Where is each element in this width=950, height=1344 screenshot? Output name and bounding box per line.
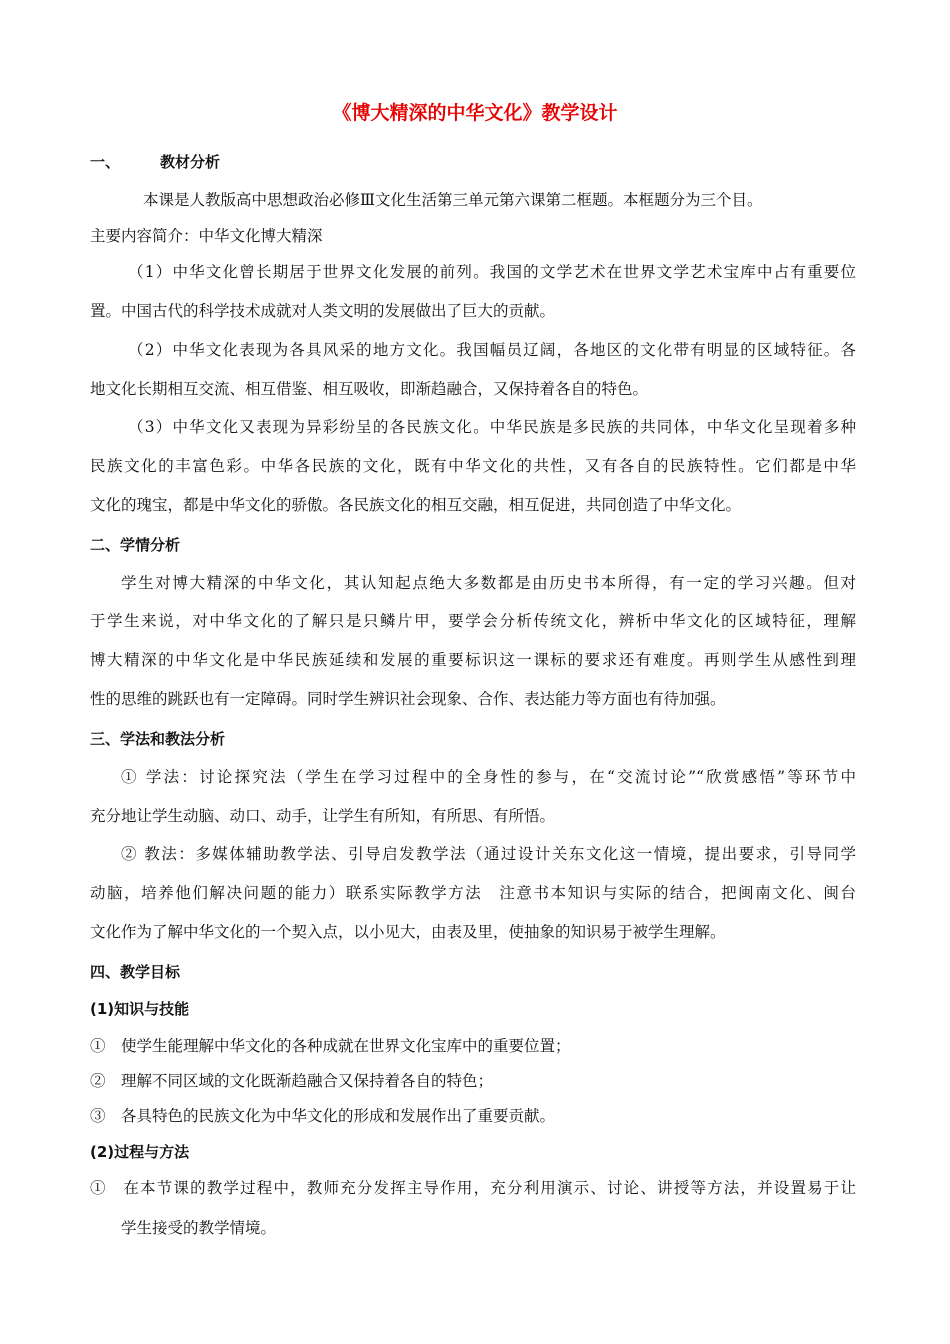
teaching-method-line-1: ② 教法：多媒体辅助教学法、引导启发教学法（通过设计关东文化这一情境，提出要求，引导同学: [121, 845, 856, 863]
paragraph-3-line-2: 民族文化的丰富色彩。中华各民族的文化，既有中华文化的共性，又有各自的民族特性。它们都是中华: [90, 457, 856, 475]
section-2-line-1: 学生对博大精深的中华文化，其认知起点绝大多数都是由历史书本所得，有一定的学习兴趣。但对: [121, 574, 856, 592]
paragraph-3-line-1: （3）中华文化又表现为异彩纷呈的各民族文化。中华民族是多民族的共同体，中华文化呈现着多种: [128, 418, 856, 436]
knowledge-item-2: ② 理解不同区域的文化既渐趋融合又保持着各自的特色；: [90, 1072, 494, 1090]
paragraph-1-line-2: 置。中国古代的科学技术成就对人类文明的发展做出了巨大的贡献。: [90, 302, 556, 320]
learning-method-line-1: ① 学法：讨论探究法（学生在学习过程中的全身性的参与，在“交流讨论”“欣赏感悟”等环节中: [121, 768, 856, 786]
section-2-line-3: 博大精深的中华文化是中华民族延续和发展的重要标识这一课标的要求还有难度。再则学生从感性到理: [90, 651, 856, 669]
subsection-process-method: (2)过程与方法: [90, 1143, 190, 1161]
section-1-number: 一、: [90, 153, 121, 171]
paragraph-2-line-2: 地文化长期相互交流、相互借鉴、相互吸收，即渐趋融合，又保持着各自的特色。: [90, 380, 649, 398]
teaching-method-line-2: 动脑，培养他们解决问题的能力）联系实际教学方法 注意书本知识与实际的结合，把闽南文化、闽台: [90, 884, 856, 902]
teaching-method-line-3: 文化作为了解中华文化的一个契入点，以小见大，由表及里，使抽象的知识易于被学生理解。: [90, 923, 726, 941]
process-item-1-line-2: 学生接受的教学情境。: [121, 1219, 277, 1237]
section-2-line-2: 于学生来说，对中华文化的了解只是只鳞片甲，要学会分析传统文化，辨析中华文化的区域特征，理解: [90, 612, 856, 630]
knowledge-item-1: ① 使学生能理解中华文化的各种成就在世界文化宝库中的重要位置；: [90, 1037, 571, 1055]
section-2-heading: 二、学情分析: [90, 536, 181, 554]
process-item-1-line-1: ① 在本节课的教学过程中，教师充分发挥主导作用，充分利用演示、讨论、讲授等方法，并设置易于让: [90, 1179, 856, 1197]
section-1-intro: 本课是人教版高中思想政治必修Ⅲ文化生活第三单元第六课第二框题。本框题分为三个目。: [143, 191, 763, 209]
section-1-summary: 主要内容简介：中华文化博大精深: [90, 227, 323, 245]
section-2-line-4: 性的思维的跳跃也有一定障碍。同时学生辨识社会现象、合作、表达能力等方面也有待加强。: [90, 690, 726, 708]
subsection-knowledge-skills: (1)知识与技能: [90, 1000, 190, 1018]
paragraph-2-line-1: （2）中华文化表现为各具风采的地方文化。我国幅员辽阔，各地区的文化带有明显的区域特征。各: [128, 341, 856, 359]
document-title: 《博大精深的中华文化》教学设计: [332, 102, 618, 124]
section-4-heading: 四、教学目标: [90, 963, 181, 981]
section-1-title: 教材分析: [160, 153, 221, 171]
section-1-heading: [90, 152, 870, 172]
section-3-heading: 三、学法和教法分析: [90, 730, 226, 748]
paragraph-1-line-1: （1）中华文化曾长期居于世界文化发展的前列。我国的文学艺术在世界文学艺术宝库中占有重要位: [128, 263, 856, 281]
learning-method-line-2: 充分地让学生动脑、动口、动手，让学生有所知，有所思、有所悟。: [90, 807, 556, 825]
knowledge-item-3: ③ 各具特色的民族文化为中华文化的形成和发展作出了重要贡献。: [90, 1107, 556, 1125]
paragraph-3-line-3: 文化的瑰宝，都是中华文化的骄傲。各民族文化的相互交融，相互促进，共同创造了中华文化。: [90, 496, 742, 514]
